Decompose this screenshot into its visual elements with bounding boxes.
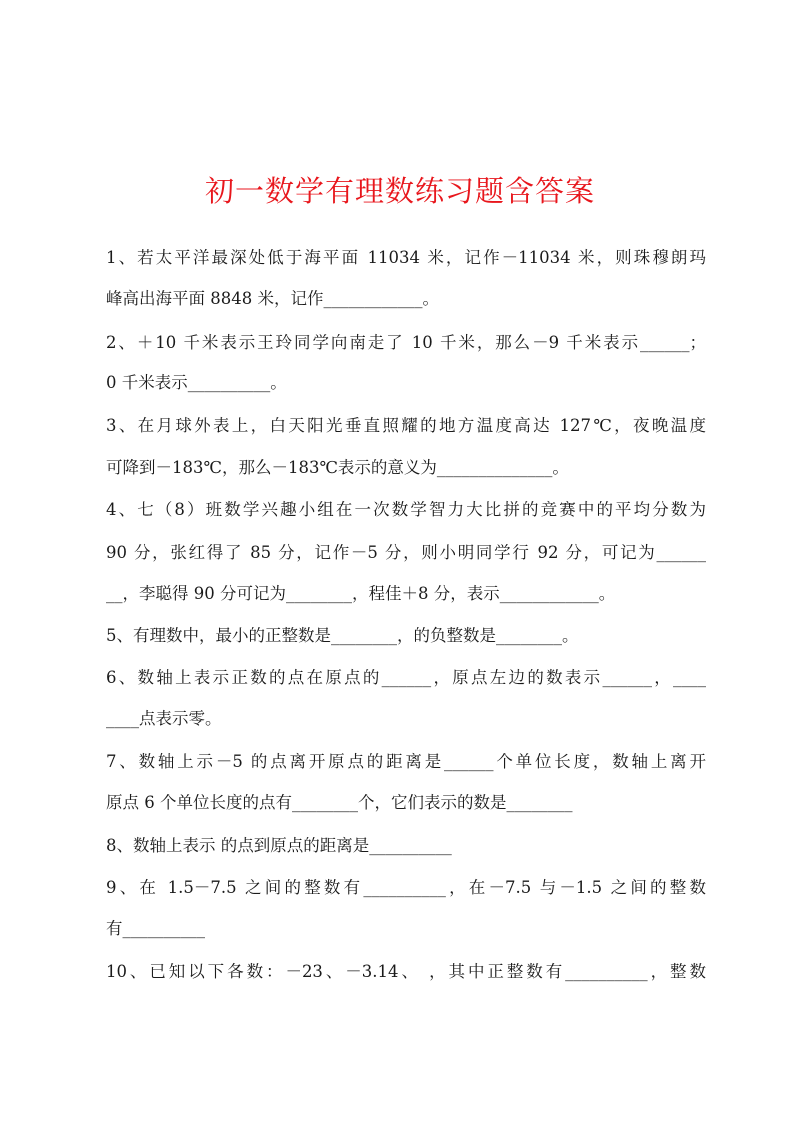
q9-line-2: 有__________: [106, 919, 205, 938]
q10-line-1: 10、已知以下各数：－23、－3.14、 ，其中正整数有__________，整数: [106, 962, 706, 981]
q5-line-1: 5、有理数中，最小的正整数是________，的负整数是________。: [106, 626, 579, 645]
q2-line-1: 2、＋10 千米表示王玲同学向南走了 10 千米，那么－9 千米表示______；: [106, 333, 706, 352]
q1-line-1: 1、若太平洋最深处低于海平面 11034 米，记作－11034 米，则珠穆朗玛: [106, 248, 706, 267]
q6-line-1: 6、数轴上表示正数的点在原点的______，原点左边的数表示______，____: [106, 668, 706, 687]
q4-line-3: __，李聪得 90 分可记为________，程佳＋8 分，表示____________。: [106, 584, 616, 603]
q4-line-1: 4、七（8）班数学兴趣小组在一次数学智力大比拼的竞赛中的平均分数为: [106, 500, 706, 519]
q4-line-2: 90 分，张红得了 85 分，记作－5 分，则小明同学行 92 分，可记为______: [106, 543, 706, 562]
q7-line-2: 原点 6 个单位长度的点有________个，它们表示的数是________: [106, 793, 573, 812]
q9-line-1: 9、在 1.5－7.5 之间的整数有__________，在－7.5 与－1.5 之间的整数: [106, 878, 706, 897]
q7-line-1: 7、数轴上示－5 的点离开原点的距离是______个单位长度，数轴上离开: [106, 752, 706, 771]
q2-line-2: 0 千米表示__________。: [106, 373, 287, 392]
q1-line-2: 峰高出海平面 8848 米，记作____________。: [106, 289, 439, 308]
document-title: 初一数学有理数练习题含答案: [204, 174, 595, 208]
q6-line-2: ____点表示零。: [106, 709, 222, 728]
q3-line-2: 可降到－183℃，那么－183℃表示的意义为______________。: [106, 458, 569, 477]
q8-line-1: 8、数轴上表示 的点到原点的距离是__________: [106, 836, 452, 855]
q3-line-1: 3、在月球外表上，白天阳光垂直照耀的地方温度高达 127℃，夜晚温度: [106, 416, 706, 435]
